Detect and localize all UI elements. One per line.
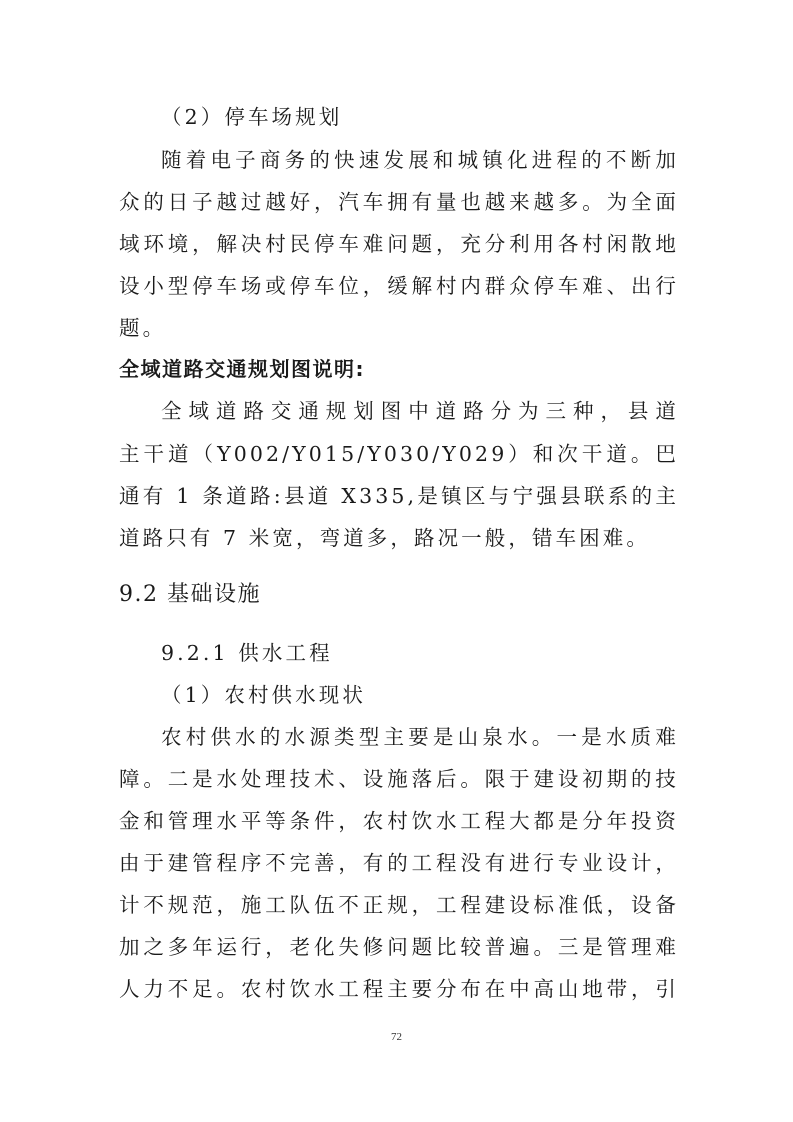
road-map-line-3: 通有 1 条道路:县道 X335,是镇区与宁强县联系的主 xyxy=(119,484,679,508)
water-line-5: 计不规范，施工队伍不正规，工程建设标准低，设备 xyxy=(119,893,679,917)
section-heading-9-2: 9.2 基础设施 xyxy=(119,582,261,607)
road-map-line-1: 全域道路交通规划图中道路分为三种，县道 xyxy=(161,399,679,423)
water-line-3: 金和管理水平等条件，农村饮水工程大都是分年投资 xyxy=(119,809,679,833)
road-map-line-4: 道路只有 7 米宽，弯道多，路况一般，错车困难。 xyxy=(119,526,650,550)
page-number: 72 xyxy=(391,1031,402,1043)
water-line-2: 障。二是水处理技术、设施落后。限于建设初期的技 xyxy=(119,767,679,791)
road-map-heading: 全域道路交通规划图说明: xyxy=(119,357,365,381)
water-status-heading: （1）农村供水现状 xyxy=(161,683,366,707)
parking-heading: （2）停车场规划 xyxy=(161,105,343,129)
water-line-7: 人力不足。农村饮水工程主要分布在中高山地带，引 xyxy=(119,977,679,1001)
road-map-line-2: 主干道（Y002/Y015/Y030/Y029）和次干道。巴 xyxy=(119,442,679,466)
parking-line-2: 众的日子越过越好，汽车拥有量也越来越多。为全面 xyxy=(119,190,679,214)
parking-line-3: 域环境，解决村民停车难问题，充分利用各村闲散地 xyxy=(119,232,679,256)
water-line-6: 加之多年运行，老化失修问题比较普遍。三是管理难 xyxy=(119,935,679,959)
parking-line-1: 随着电子商务的快速发展和城镇化进程的不断加 xyxy=(161,148,679,172)
water-line-4: 由于建管程序不完善，有的工程没有进行专业设计， xyxy=(119,851,679,875)
water-line-1: 农村供水的水源类型主要是山泉水。一是水质难 xyxy=(161,725,679,749)
subsection-heading-9-2-1: 9.2.1 供水工程 xyxy=(161,641,333,665)
parking-line-4: 设小型停车场或停车位，缓解村内群众停车难、出行 xyxy=(119,274,679,298)
parking-line-5: 题。 xyxy=(119,316,167,340)
